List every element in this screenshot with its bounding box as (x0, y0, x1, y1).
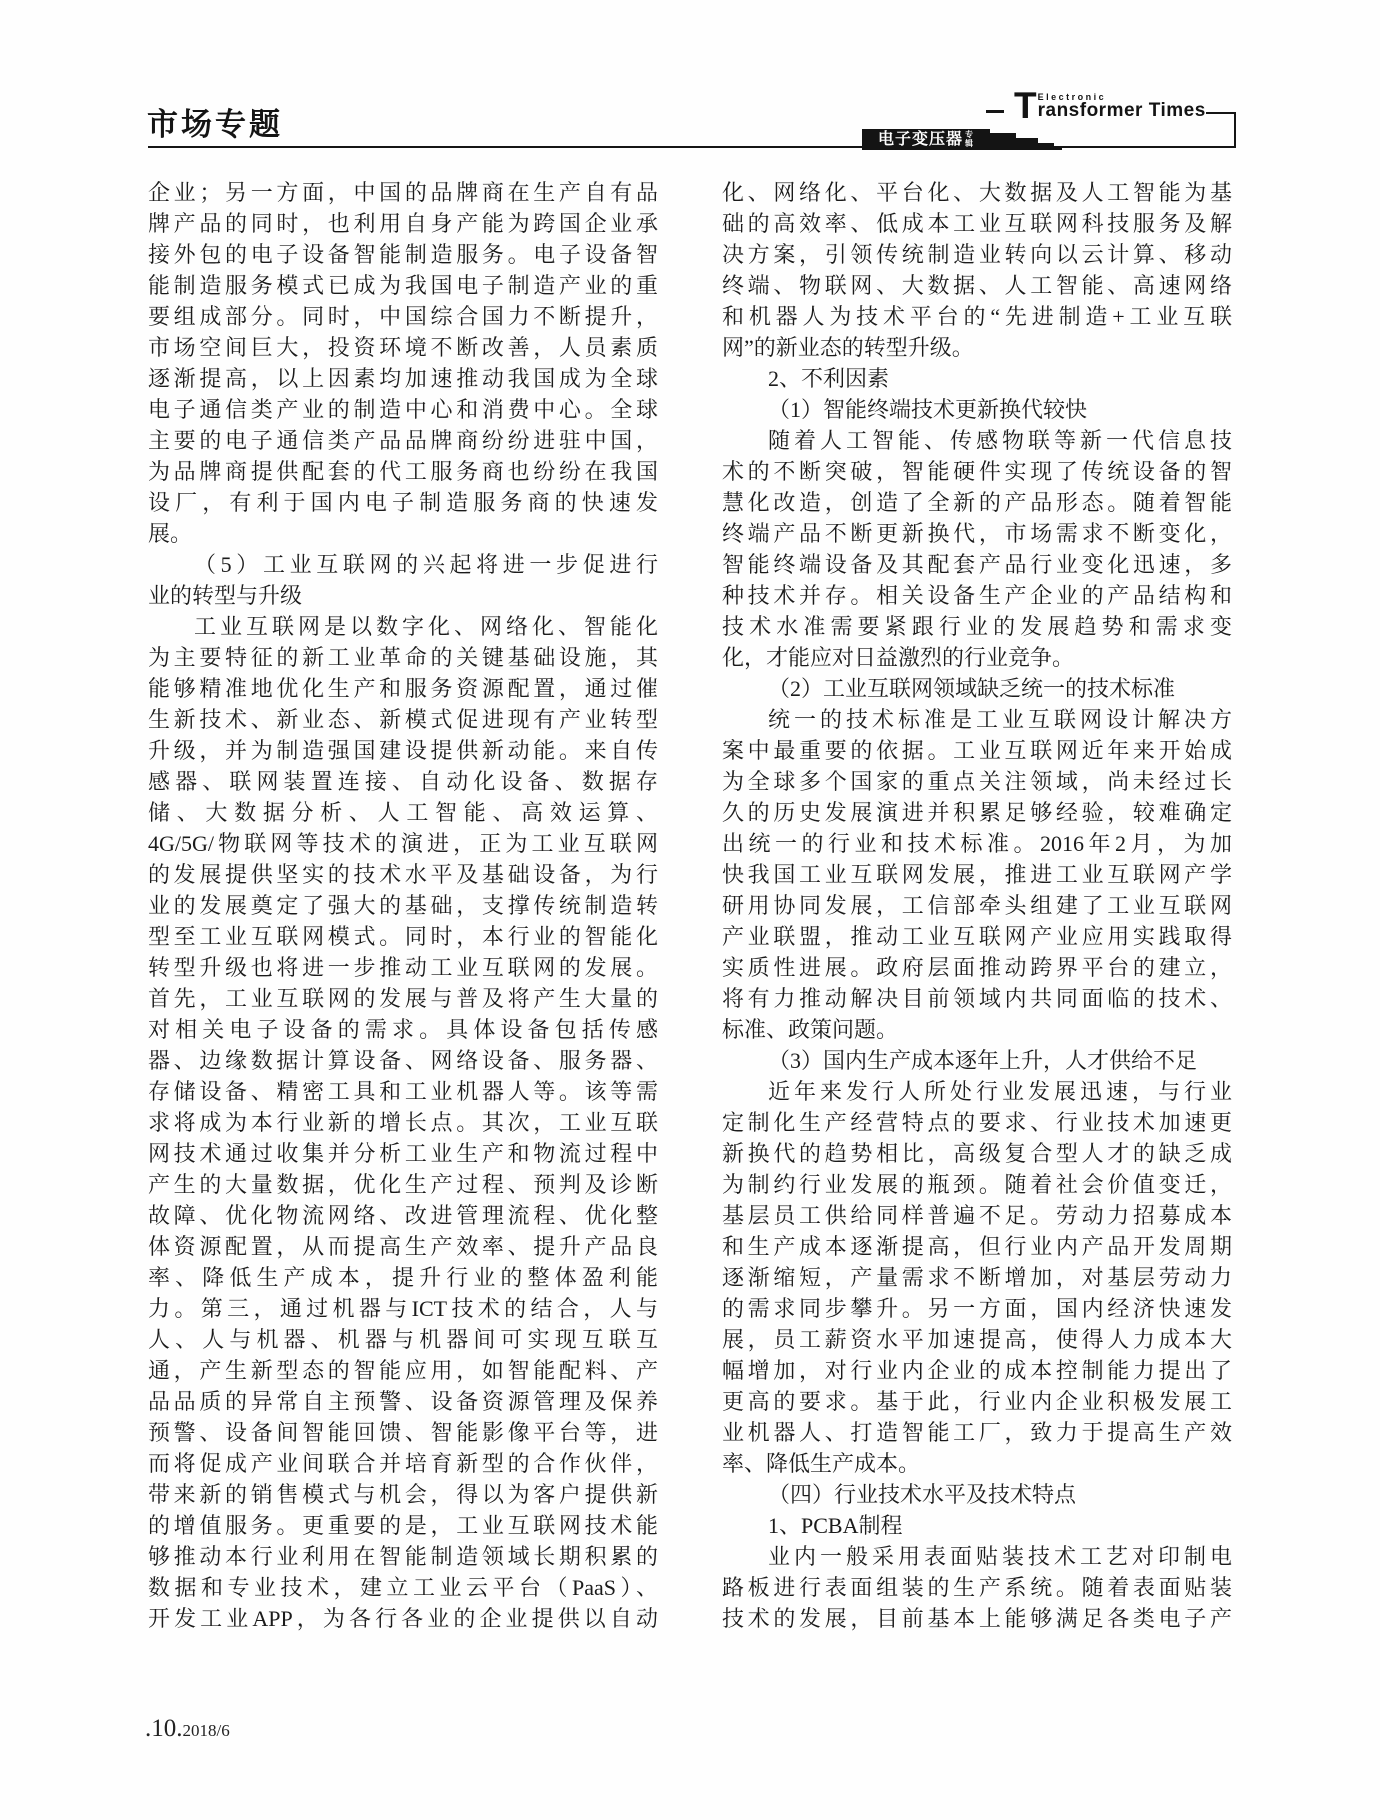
text-line: 快我国工业互联网发展，推进工业互联网产学 (722, 862, 1232, 887)
text-line: 逐渐提高，以上因素均加速推动我国成为全球 (148, 366, 658, 391)
text-line: 更高的要求。基于此，行业内企业积极发展工 (722, 1389, 1232, 1414)
text-line: 定制化生产经营特点的要求、行业技术加速更 (722, 1110, 1232, 1135)
text-line: 化，才能应对日益激烈的行业竞争。 (722, 645, 1075, 670)
text-line: 久的历史发展演进并积累足够经验，较难确定 (722, 800, 1232, 825)
text-line: 存储设备、精密工具和工业机器人等。该等需 (148, 1079, 658, 1104)
text-line: 智能终端设备及其配套产品行业变化迅速，多 (722, 552, 1232, 577)
text-line: 随着人工智能、传感物联等新一代信息技 (768, 428, 1232, 453)
dash-icon (986, 110, 1004, 113)
text-line: 力。第三，通过机器与ICT技术的结合，人与 (148, 1296, 658, 1321)
text-line: 开发工业APP，为各行各业的企业提供以自动 (148, 1606, 658, 1631)
text-line: 业的转型与升级 (148, 583, 303, 608)
text-line: 的需求同步攀升。另一方面，国内经济快速发 (722, 1296, 1232, 1321)
text-line: 术的不断突破，智能硬件实现了传统设备的智 (722, 459, 1232, 484)
text-line: 能制造服务模式已成为我国电子制造产业的重 (148, 273, 658, 298)
text-line: 终端产品不断更新换代，市场需求不断变化， (722, 521, 1232, 546)
text-line: 型至工业互联网模式。同时，本行业的智能化 (148, 924, 658, 949)
text-line: 的发展提供坚实的技术水平及基础设备，为行 (148, 862, 658, 887)
text-line: 出统一的行业和技术标准。2016年2月，为加 (722, 831, 1232, 856)
text-line: （1）智能终端技术更新换代较快 (768, 397, 1088, 422)
text-line: 生新技术、新业态、新模式促进现有产业转型 (148, 707, 658, 732)
logo-chinese-label: 电子变压器 (877, 130, 963, 148)
text-line: 接外包的电子设备智能制造服务。电子设备智 (148, 242, 658, 267)
text-line: 够推动本行业利用在智能制造领域长期积累的 (148, 1544, 658, 1569)
text-line: 体资源配置，从而提高生产效率、提升产品良 (148, 1234, 658, 1259)
text-line: 种技术并存。相关设备生产企业的产品结构和 (722, 583, 1232, 608)
text-line: 的增值服务。更重要的是，工业互联网技术能 (148, 1513, 658, 1538)
text-line: 将有力推动解决目前领域内共同面临的技术、 (722, 986, 1232, 1011)
logo-step-block (1038, 143, 1054, 150)
header-rule-top-right (1206, 112, 1236, 114)
logo-transformer-times-label: ransformer Times (1037, 100, 1206, 121)
text-line: 而将促成产业间联合并培育新型的合作伙伴， (148, 1451, 658, 1476)
text-line: 主要的电子通信类产品品牌商纷纷进驻中国， (148, 428, 658, 453)
logo-step-block (990, 133, 1016, 150)
text-line: 网技术通过收集并分析工业生产和物流过程中 (148, 1141, 658, 1166)
text-line: 通，产生新型态的智能应用，如智能配料、产 (148, 1358, 658, 1383)
logo-chinese-small-label: 专辑 (965, 130, 973, 148)
text-line: 逐渐缩短，产量需求不断增加，对基层劳动力 (722, 1265, 1232, 1290)
text-line: 业的发展奠定了强大的基础，支撑传统制造转 (148, 893, 658, 918)
header-rule-left (148, 146, 862, 148)
text-line: 储、大数据分析、人工智能、高效运算、 (148, 800, 658, 825)
text-line: 企业；另一方面，中国的品牌商在生产自有品 (148, 180, 658, 205)
text-line: 带来新的销售模式与机会，得以为客户提供新 (148, 1482, 658, 1507)
text-line: 故障、优化物流网络、改进管理流程、优化整 (148, 1203, 658, 1228)
text-line: （3）国内生产成本逐年上升，人才供给不足 (768, 1048, 1198, 1073)
text-line: 标准、政策问题。 (722, 1017, 899, 1042)
text-line: 要组成部分。同时，中国综合国力不断提升， (148, 304, 658, 329)
text-line: 1、PCBA制程 (768, 1513, 903, 1538)
text-line: 化、网络化、平台化、大数据及人工智能为基 (722, 180, 1232, 205)
text-line: 器、边缘数据计算设备、网络设备、服务器、 (148, 1048, 658, 1073)
page-number: .10. (145, 1715, 183, 1742)
text-line: 品品质的异常自主预警、设备资源管理及保养 (148, 1389, 658, 1414)
text-line: 人、人与机器、机器与机器间可实现互联互 (148, 1327, 658, 1352)
text-line: 产生的大量数据，优化生产过程、预判及诊断 (148, 1172, 658, 1197)
text-line: （5）工业互联网的兴起将进一步促进行 (194, 552, 658, 577)
text-line: 网”的新业态的转型升级。 (722, 335, 974, 360)
text-line: 2、不利因素 (768, 366, 890, 391)
text-line: 对相关电子设备的需求。具体设备包括传感 (148, 1017, 658, 1042)
text-line: 近年来发行人所处行业发展迅速，与行业 (768, 1079, 1232, 1104)
text-line: 率、降低生产成本，提升行业的整体盈利能 (148, 1265, 658, 1290)
text-line: 为主要特征的新工业革命的关键基础设施，其 (148, 645, 658, 670)
text-line: 能够精准地优化生产和服务资源配置，通过催 (148, 676, 658, 701)
text-line: （四）行业技术水平及技术特点 (768, 1482, 1077, 1507)
text-line: 案中最重要的依据。工业互联网近年来开始成 (722, 738, 1232, 763)
text-column-right (722, 177, 1232, 1634)
text-line: 展，员工薪资水平加速提高，使得人力成本大 (722, 1327, 1232, 1352)
text-line: 转型升级也将进一步推动工业互联网的发展。 (148, 955, 658, 980)
logo-step-block (1054, 146, 1062, 150)
text-line: 4G/5G/物联网等技术的演进，正为工业互联网 (148, 831, 658, 856)
text-line: 路板进行表面组装的生产系统。随着表面贴装 (722, 1575, 1232, 1600)
logo-step-block (1016, 138, 1038, 150)
magazine-logo-english (1014, 85, 1206, 126)
text-line: 基层员工供给同样普遍不足。劳动力招募成本 (722, 1203, 1232, 1228)
text-line: 慧化改造，创造了全新的产品形态。随着智能 (722, 490, 1232, 515)
logo-big-t: T (1014, 85, 1037, 126)
section-title: 市场专题 (147, 107, 283, 142)
text-line: 业机器人、打造智能工厂，致力于提高生产效 (722, 1420, 1232, 1445)
text-line: 技术水准需要紧跟行业的发展趋势和需求变 (722, 614, 1232, 639)
text-line: 市场空间巨大，投资环境不断改善，人员素质 (148, 335, 658, 360)
text-line: 为制约行业发展的瓶颈。随着社会价值变迁， (722, 1172, 1232, 1197)
logo-text-stack (1038, 92, 1206, 119)
text-line: 感器、联网装置连接、自动化设备、数据存 (148, 769, 658, 794)
text-line: 预警、设备间智能回馈、智能影像平台等，进 (148, 1420, 658, 1445)
text-line: 础的高效率、低成本工业互联网科技服务及解 (722, 211, 1232, 236)
text-line: 升级，并为制造强国建设提供新动能。来自传 (148, 738, 658, 763)
text-line: 终端、物联网、大数据、人工智能、高速网络 (722, 273, 1232, 298)
text-line: 幅增加，对行业内企业的成本控制能力提出了 (722, 1358, 1232, 1383)
logo-electronic-label: Electronic (1037, 92, 1107, 102)
text-line: 和生产成本逐渐提高，但行业内产品开发周期 (722, 1234, 1232, 1259)
text-line: 实质性进展。政府层面推动跨界平台的建立， (722, 955, 1232, 980)
text-line: 研用协同发展，工信部牵头组建了工业互联网 (722, 893, 1232, 918)
text-line: 产业联盟，推动工业互联网产业应用实践取得 (722, 924, 1232, 949)
header-rule-bottom-right (1060, 146, 1236, 148)
text-line: 首先，工业互联网的发展与普及将产生大量的 (148, 986, 658, 1011)
text-line: 新换代的趋势相比，高级复合型人才的缺乏成 (722, 1141, 1232, 1166)
text-line: 牌产品的同时，也利用自身产能为跨国企业承 (148, 211, 658, 236)
issue-number: 2018/6 (182, 1721, 230, 1740)
text-line: 设厂，有利于国内电子制造服务商的快速发 (148, 490, 658, 515)
text-line: 数据和专业技术，建立工业云平台（PaaS）、 (148, 1575, 658, 1600)
text-line: 率、降低生产成本。 (722, 1451, 921, 1476)
text-line: 统一的技术标准是工业互联网设计解决方 (768, 707, 1232, 732)
page-footer (145, 1715, 230, 1743)
text-line: 技术的发展，目前基本上能够满足各类电子产 (722, 1606, 1232, 1631)
header-rule-vertical (1234, 112, 1236, 148)
text-line: 为全球多个国家的重点关注领域，尚未经过长 (722, 769, 1232, 794)
text-line: 业内一般采用表面贴装技术工艺对印制电 (768, 1544, 1232, 1569)
text-line: 电子通信类产业的制造中心和消费中心。全球 (148, 397, 658, 422)
text-line: 和机器人为技术平台的“先进制造+工业互联 (722, 304, 1232, 329)
magazine-logo-chinese (862, 129, 990, 150)
text-line: （2）工业互联网领域缺乏统一的技术标准 (768, 676, 1176, 701)
text-line: 为品牌商提供配套的代工服务商也纷纷在我国 (148, 459, 658, 484)
text-line: 展。 (148, 521, 193, 546)
text-line: 工业互联网是以数字化、网络化、智能化 (194, 614, 658, 639)
text-column-left (148, 177, 658, 1634)
text-line: 决方案，引领传统制造业转向以云计算、移动 (722, 242, 1232, 267)
text-line: 求将成为本行业新的增长点。其次，工业互联 (148, 1110, 658, 1135)
